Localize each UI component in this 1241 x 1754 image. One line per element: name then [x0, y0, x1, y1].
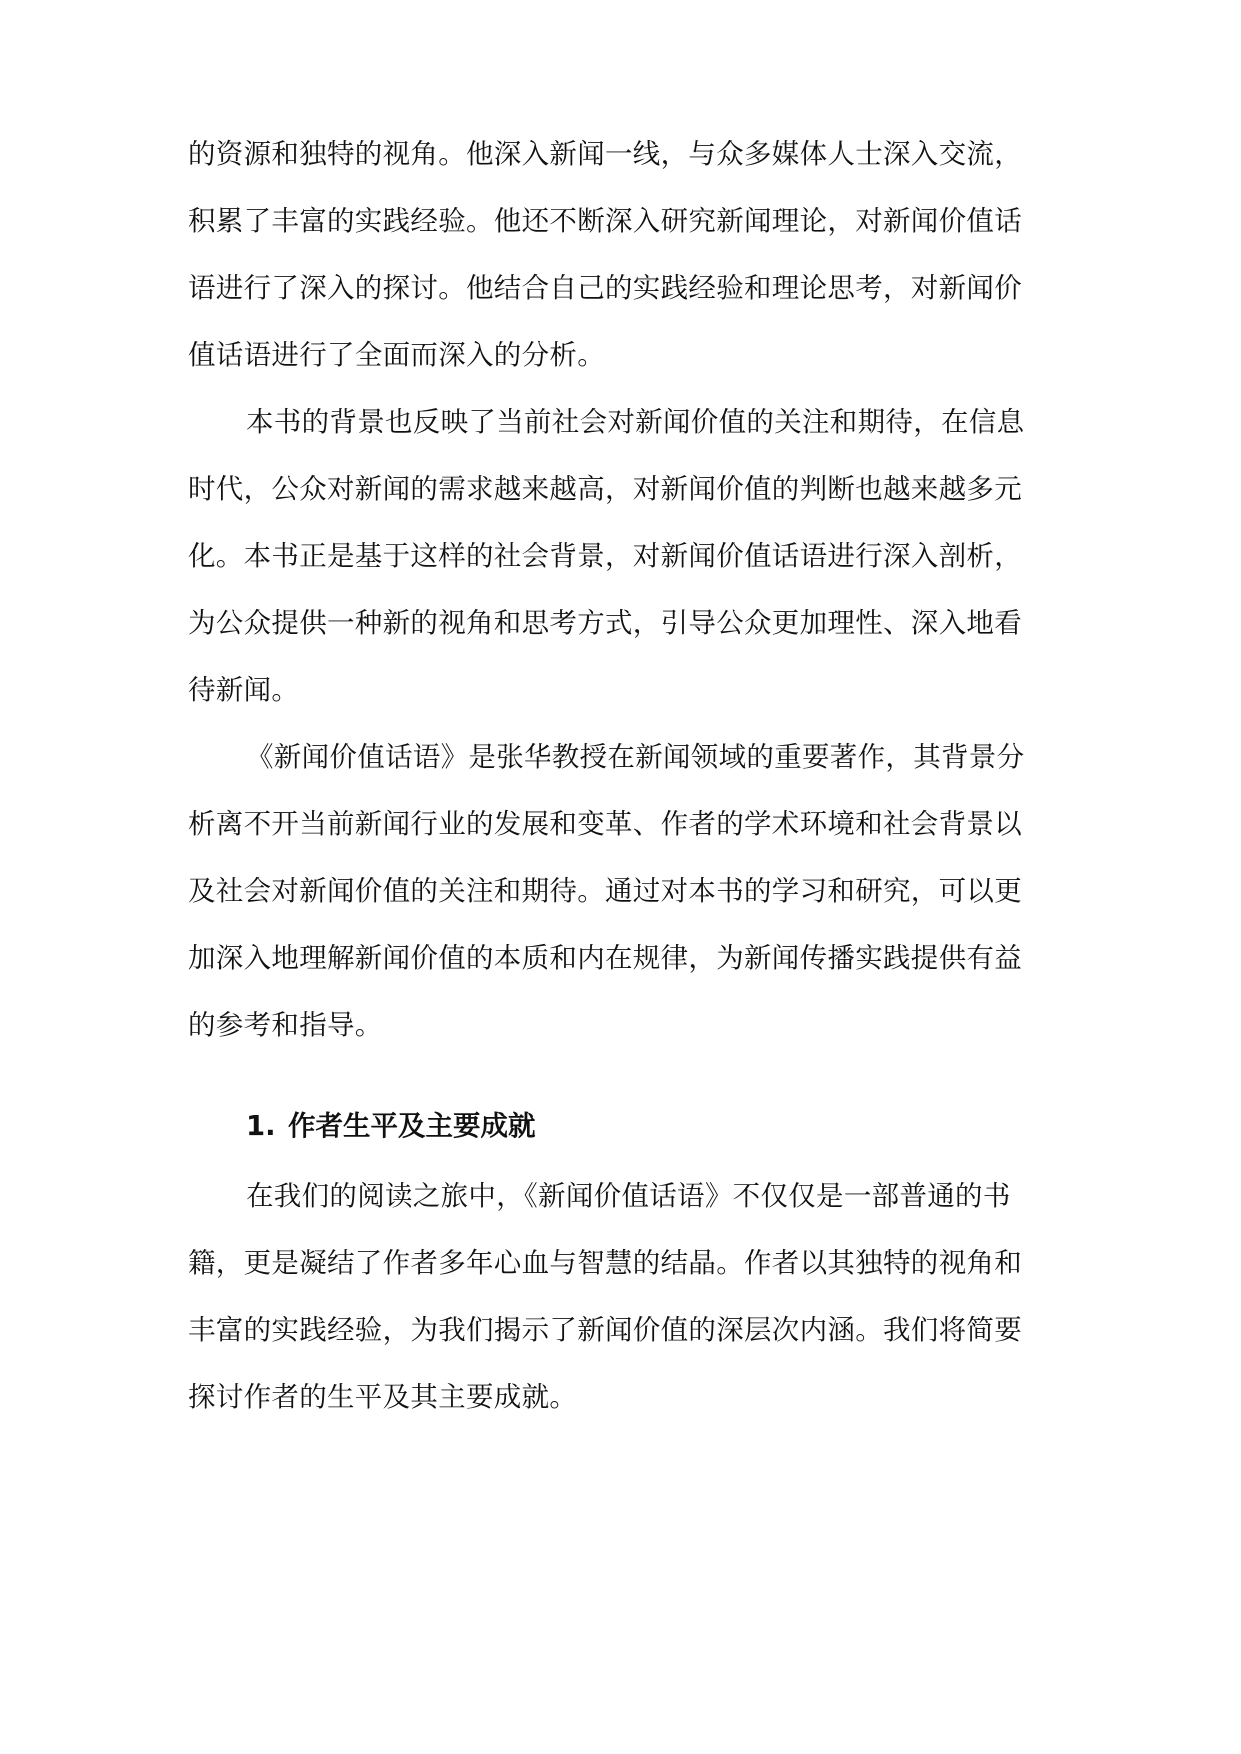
paragraph-line: 的资源和独特的视角。他深入新闻一线，与众多媒体人士深入交流，: [188, 138, 1022, 170]
paragraph-line: 及社会对新闻价值的关注和期待。通过对本书的学习和研究，可以更: [188, 875, 1022, 907]
paragraph-line: 析离不开当前新闻行业的发展和变革、作者的学术环境和社会背景以: [188, 808, 1022, 840]
paragraph-line: 《新闻价值话语》是张华教授在新闻领域的重要著作，其背景分: [246, 741, 1025, 773]
section-number: 1.: [246, 1110, 276, 1142]
paragraph-line: 待新闻。: [188, 674, 300, 706]
paragraph-line: 籍，更是凝结了作者多年心血与智慧的结晶。作者以其独特的视角和: [188, 1247, 1022, 1279]
paragraph-line: 值话语进行了全面而深入的分析。: [188, 339, 605, 371]
paragraph-line: 为公众提供一种新的视角和思考方式，引导公众更加理性、深入地看: [188, 607, 1022, 639]
paragraph-line: 时代，公众对新闻的需求越来越高，对新闻价值的判断也越来越多元: [188, 473, 1022, 505]
paragraph-line: 的参考和指导。: [188, 1009, 383, 1041]
paragraph-line: 丰富的实践经验，为我们揭示了新闻价值的深层次内涵。我们将简要: [188, 1314, 1022, 1346]
paragraph-line: 积累了丰富的实践经验。他还不断深入研究新闻理论，对新闻价值话: [188, 205, 1022, 237]
paragraph-line: 本书的背景也反映了当前社会对新闻价值的关注和期待，在信息: [246, 406, 1025, 438]
paragraph-line: 化。本书正是基于这样的社会背景，对新闻价值话语进行深入剖析，: [188, 540, 1022, 572]
paragraph-line: 语进行了深入的探讨。他结合自己的实践经验和理论思考，对新闻价: [188, 272, 1022, 304]
paragraph-line: 在我们的阅读之旅中，《新闻价值话语》不仅仅是一部普通的书: [246, 1180, 1011, 1212]
paragraph-line: 加深入地理解新闻价值的本质和内在规律，为新闻传播实践提供有益: [188, 942, 1022, 974]
paragraph-line: 探讨作者的生平及其主要成就。: [188, 1381, 578, 1413]
section-heading: [246, 1108, 536, 1144]
section-title: 作者生平及主要成就: [288, 1110, 536, 1142]
